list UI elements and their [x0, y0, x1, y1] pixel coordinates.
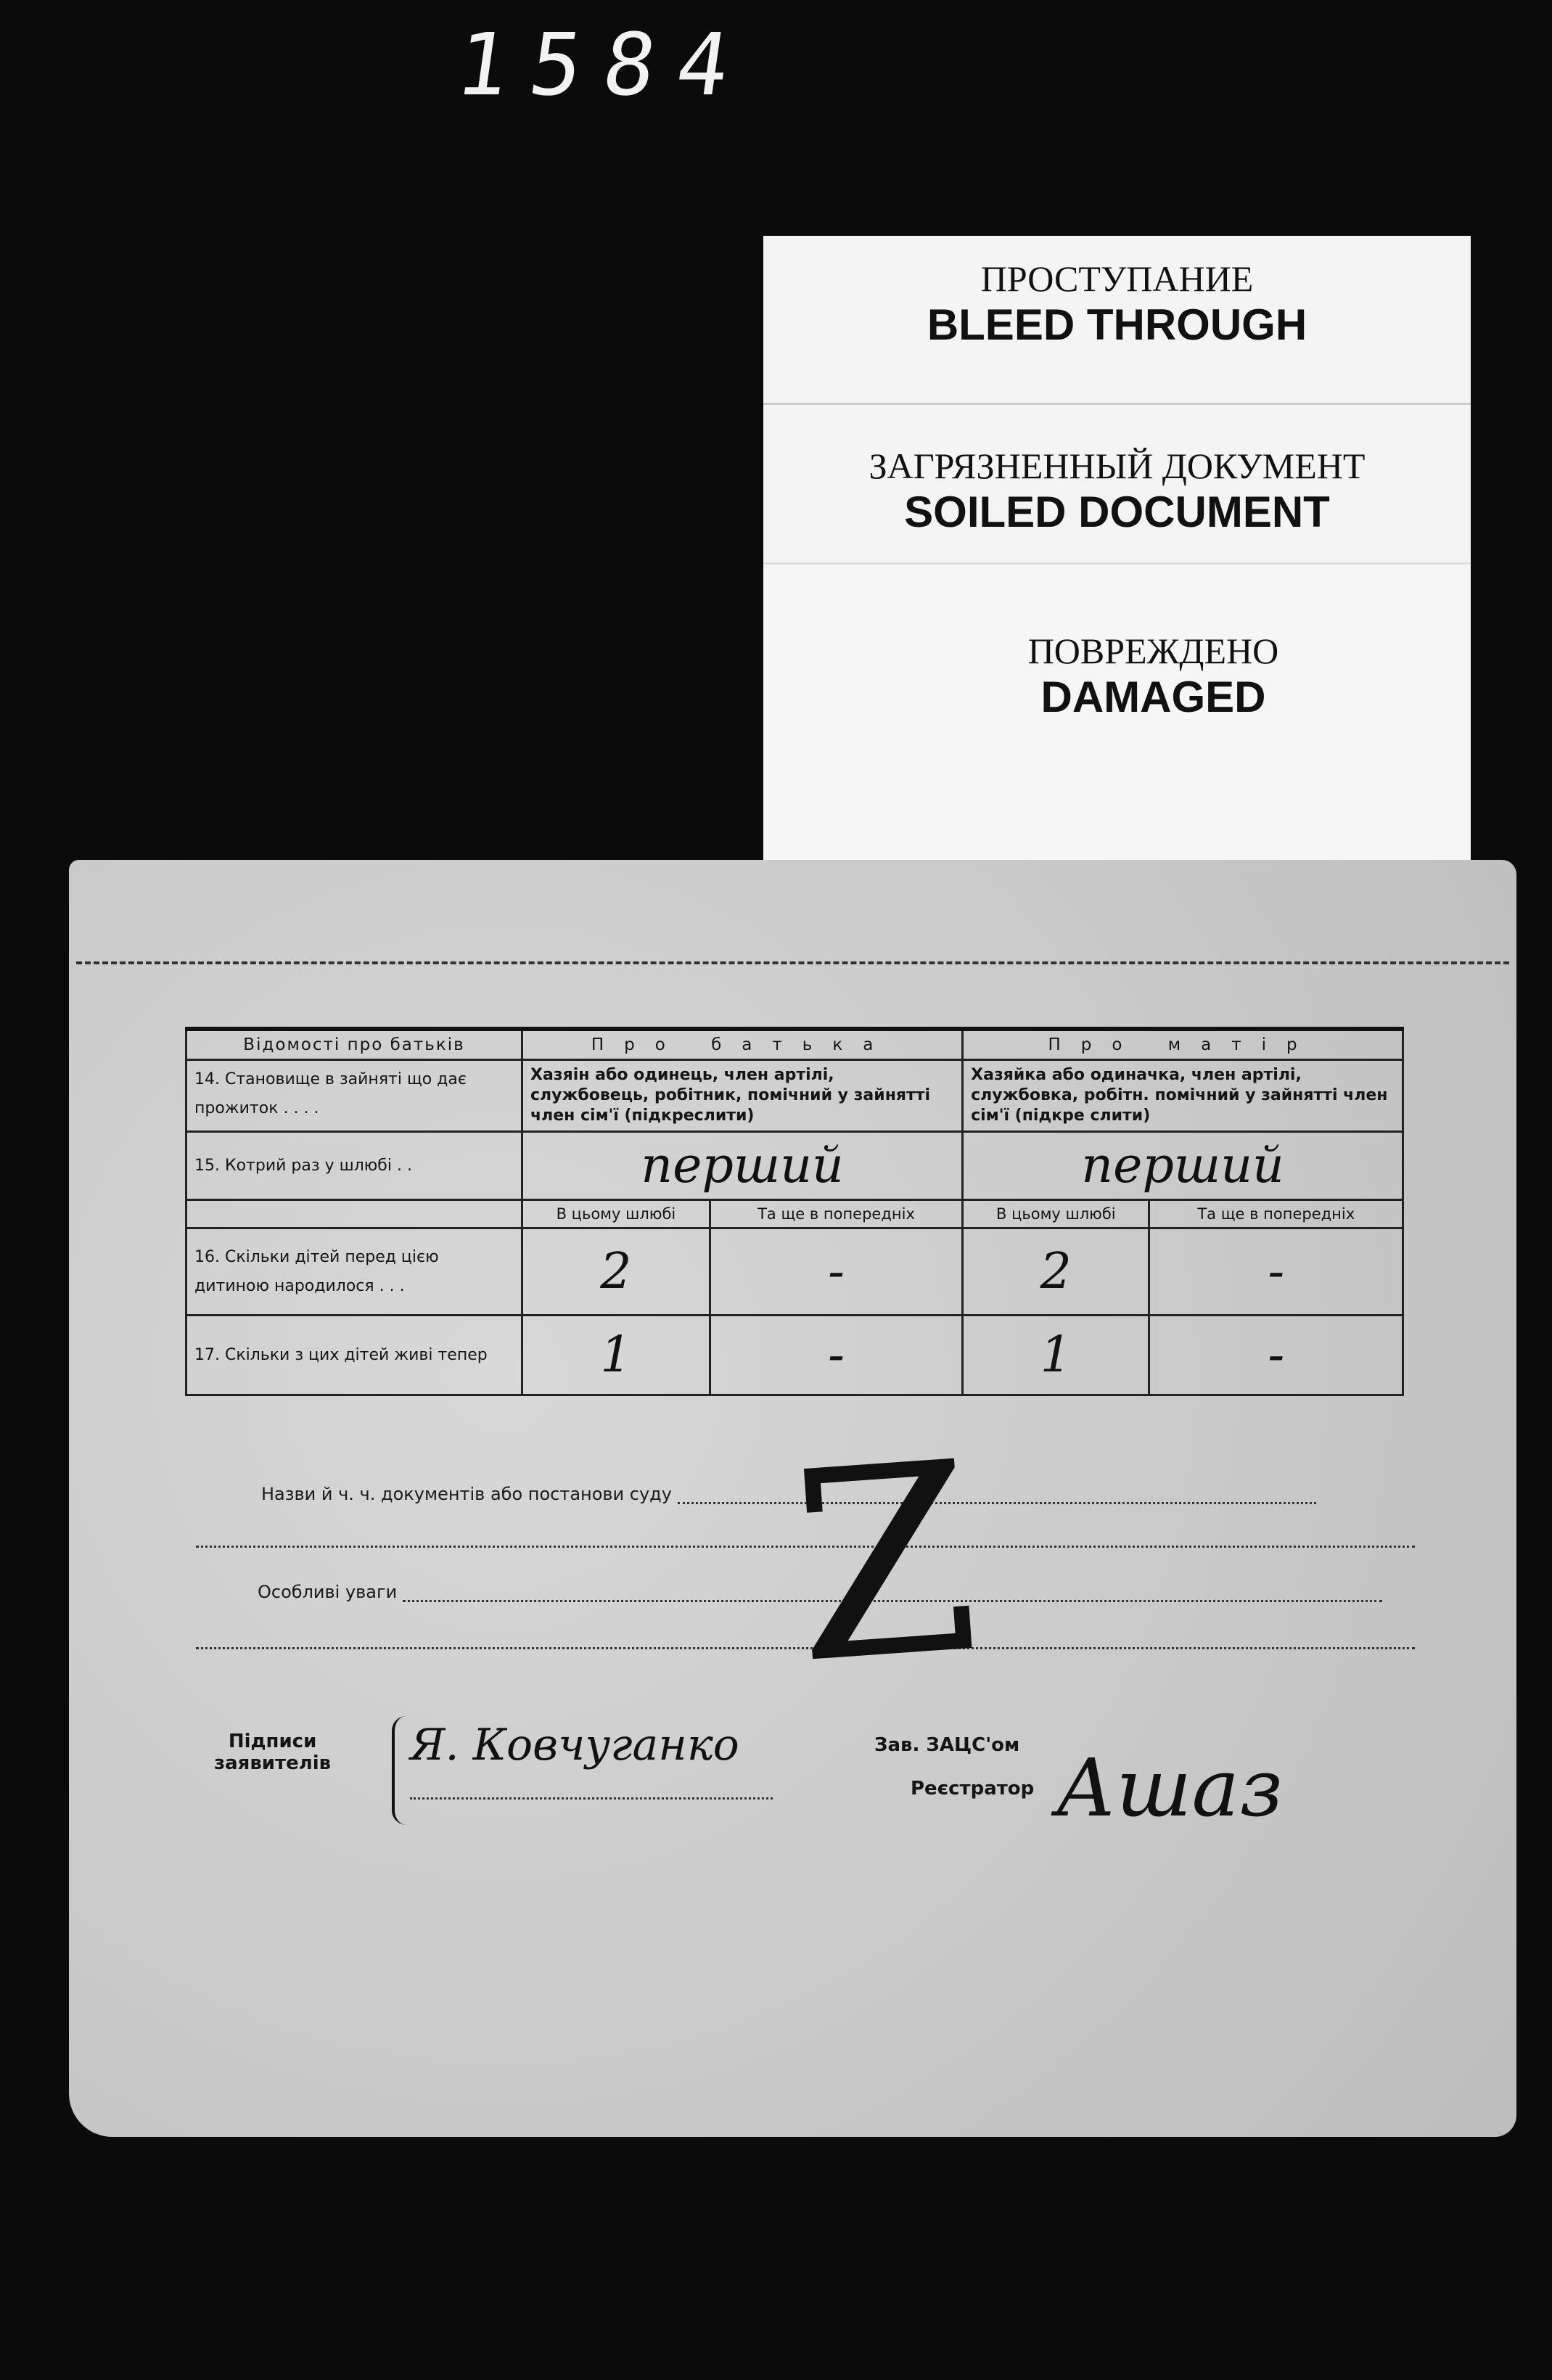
label-en: BLEED THROUGH [927, 300, 1307, 349]
children-alive-mother-previous: - [1149, 1316, 1403, 1395]
children-alive-father-current: 1 [522, 1316, 710, 1395]
row-children-alive-label: 17. Скільки з цих дітей живі тепер [186, 1316, 522, 1395]
sub-header-father-current: В цьому шлюбі [522, 1200, 710, 1228]
signatures-label-line2: заявителів [214, 1752, 332, 1774]
father-marriage-count: перший [522, 1132, 963, 1200]
mother-marriage-count: перший [963, 1132, 1403, 1200]
perforation-line [76, 961, 1509, 964]
registrar-label: Реєстратор [911, 1778, 1035, 1800]
children-alive-mother-current: 1 [963, 1316, 1149, 1395]
applicant-signature-dotline-2 [410, 1797, 773, 1800]
header-father: Про батька [522, 1029, 963, 1060]
mother-occupation-options: Хазяйка або одиначка, член артілі, службовка, робітн. помічний у зайнятті член сім'ї (підкре слити) [963, 1060, 1403, 1132]
sub-header-spacer [186, 1200, 522, 1228]
father-occupation-options: Хазяін або одинець, член артілі, службовець, робітник, помічний у зайнятті член сім'ї (підкреслити) [522, 1060, 963, 1132]
soiled-document-label [763, 403, 1471, 584]
documents-label: Назви й ч. ч. документів або постанови суду [261, 1484, 672, 1504]
children-born-father-previous: - [710, 1228, 962, 1316]
registrar-field [911, 1778, 1034, 1800]
parents-info-table [185, 1027, 1404, 1396]
row-children-born-label: 16. Скільки дітей перед цією дитиною народилося . . . [186, 1228, 522, 1316]
sub-header-mother-previous: Та ще в попередніх [1149, 1200, 1403, 1228]
signatures-label-line1: Підписи [228, 1731, 317, 1752]
row-marriage-count-label: 15. Котрий раз у шлюбі . . [186, 1132, 522, 1200]
notes-label: Особливі уваги [258, 1582, 398, 1602]
row-occupation-label: 14. Становище в зайняті що дає прожиток . . . . [186, 1060, 522, 1132]
frame-number: 1584 [450, 15, 757, 115]
documents-dotline [678, 1485, 1316, 1504]
zags-head-label: Зав. ЗАЦС'ом [874, 1734, 1020, 1756]
registrar-signature: Ашаз [1056, 1741, 1284, 1834]
children-alive-father-previous: - [710, 1316, 962, 1395]
bleed-through-label [763, 236, 1471, 403]
label-ru: ПОВРЕЖДЕНО [1027, 631, 1279, 671]
label-ru: ЗАГРЯЗНЕННЫЙ ДОКУМЕНТ [869, 446, 1366, 486]
sub-header-father-previous: Та ще в попередніх [710, 1200, 962, 1228]
z-cancellation-mark: Z [784, 1405, 987, 1722]
zags-head-field [874, 1734, 1019, 1756]
children-born-mother-previous: - [1149, 1228, 1403, 1316]
children-born-mother-current: 2 [963, 1228, 1149, 1316]
damaged-label [763, 562, 1471, 867]
label-en: SOILED DOCUMENT [904, 488, 1330, 536]
label-en: DAMAGED [1040, 673, 1266, 721]
header-parents-info: Відомості про батьків [186, 1029, 522, 1060]
applicant-signature: Я. Ковчуганко [410, 1720, 739, 1770]
header-mother: Про матір [963, 1029, 1403, 1060]
birth-record-form [69, 860, 1516, 2137]
label-ru: ПРОСТУПАНИЕ [980, 258, 1254, 299]
sub-header-mother-current: В цьому шлюбі [963, 1200, 1149, 1228]
children-born-father-current: 2 [522, 1228, 710, 1316]
signatures-label [214, 1731, 331, 1774]
signature-brace [392, 1716, 409, 1825]
